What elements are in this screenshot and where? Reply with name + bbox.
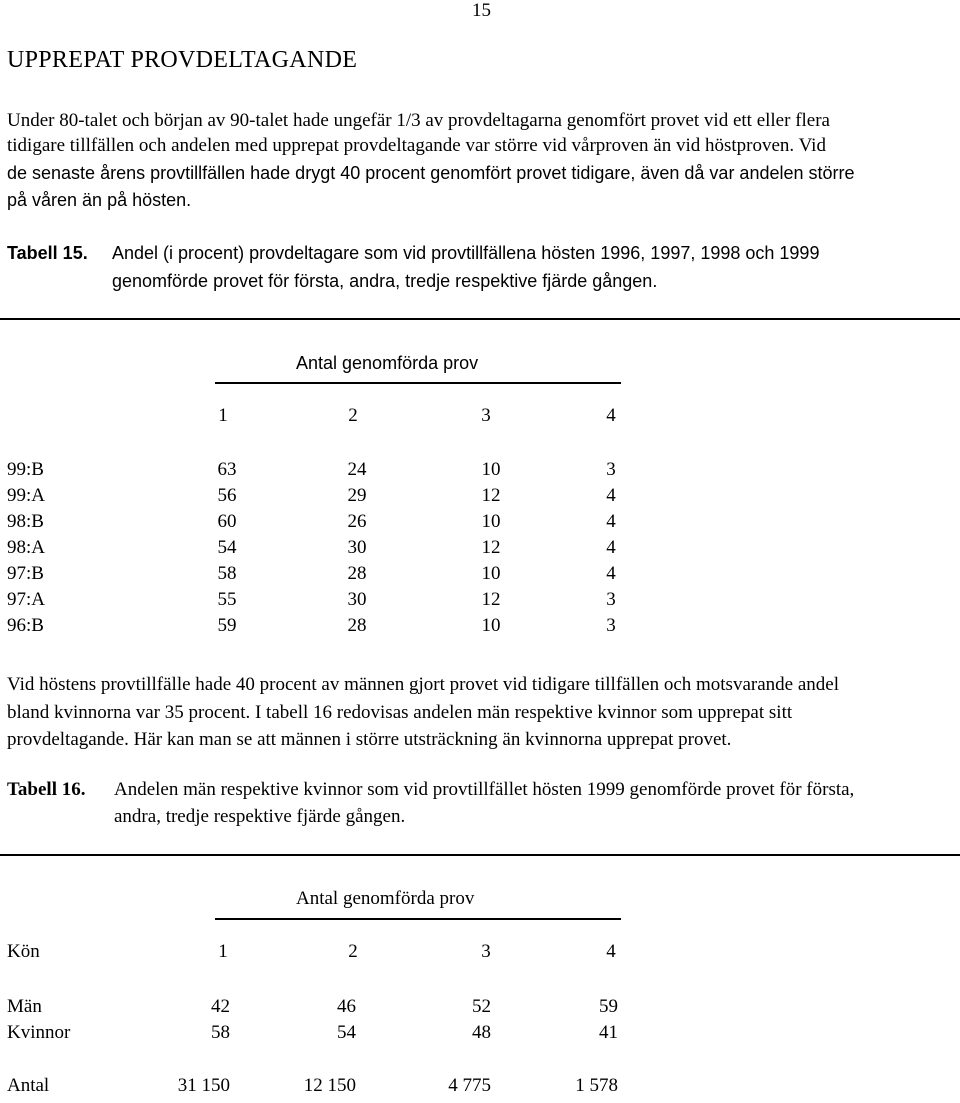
table16-row-header: Kön	[7, 941, 40, 962]
table15-row-label: 98:A	[7, 537, 45, 558]
table16-cell: 54	[337, 1022, 356, 1043]
table16-cell: 58	[211, 1022, 230, 1043]
table15-top-rule	[0, 318, 960, 320]
table15-row-label: 98:B	[7, 511, 44, 532]
intro-line-4: på våren än på hösten.	[7, 190, 192, 210]
table16-cell: 46	[337, 996, 356, 1017]
table15-col-header-2: 2	[348, 405, 358, 426]
table15-cell: 10	[481, 615, 501, 636]
table15-cell: 54	[217, 537, 237, 558]
table15-cell: 4	[606, 537, 616, 558]
table16-total-cell: 4 775	[448, 1075, 491, 1096]
page-number: 15	[472, 0, 491, 21]
table15-cell: 12	[481, 485, 501, 506]
table16-group-rule	[215, 918, 621, 920]
mid-paragraph-line-2: bland kvinnorna var 35 procent. I tabell 16 redovisas andelen män respektive kvinnor som upprepat sitt	[7, 702, 793, 723]
table16-total-cell: 12 150	[303, 1075, 356, 1096]
table15-cell: 3	[606, 459, 616, 480]
table15-label: Tabell 15.	[7, 243, 88, 263]
table15-cell: 12	[481, 537, 501, 558]
table15-row-label: 99:B	[7, 459, 44, 480]
table16-caption-line-1: Andelen män respektive kvinnor som vid provtillfället hösten 1999 genomförde provet för första,	[114, 779, 855, 800]
table15-cell: 28	[347, 615, 367, 636]
table16-cell: 48	[472, 1022, 491, 1043]
intro-line-3: de senaste årens provtillfällen hade drygt 40 procent genomfört provet tidigare, även då var andelen större	[7, 163, 855, 183]
table15-cell: 30	[347, 589, 367, 610]
table15-cell: 28	[347, 563, 367, 584]
mid-paragraph-line-3: provdeltagande. Här kan man se att männen i större utsträckning än kvinnorna upprepat provet.	[7, 729, 732, 750]
table15-group-header: Antal genomförda prov	[296, 353, 479, 373]
table16-total-label: Antal	[7, 1075, 50, 1096]
table16-cell: 42	[211, 996, 230, 1017]
table15-cell: 10	[481, 563, 501, 584]
table16-caption-line-2: andra, tredje respektive fjärde gången.	[114, 806, 406, 827]
table16-row-label: Män	[7, 996, 42, 1017]
table15-cell: 60	[217, 511, 237, 532]
table16-cell: 41	[599, 1022, 618, 1043]
table15-cell: 29	[347, 485, 367, 506]
table15-cell: 12	[481, 589, 501, 610]
table16-cell: 59	[599, 996, 618, 1017]
table16-col-header-4: 4	[606, 941, 616, 962]
table15-cell: 4	[606, 511, 616, 532]
table15-cell: 24	[347, 459, 367, 480]
table16-cell: 52	[472, 996, 491, 1017]
table16-col-header-2: 2	[348, 941, 358, 962]
intro-line-1: Under 80-talet och början av 90-talet hade ungefär 1/3 av provdeltagarna genomfört provet vid ett eller flera	[7, 110, 830, 131]
table15-cell: 3	[606, 589, 616, 610]
table15-caption-line-1: Andel (i procent) provdeltagare som vid provtillfällena hösten 1996, 1997, 1998 och 1999	[112, 243, 820, 263]
table15-group-rule	[215, 382, 621, 384]
table16-row-label: Kvinnor	[7, 1022, 71, 1043]
table16-group-header: Antal genomförda prov	[296, 888, 475, 909]
table15-cell: 10	[481, 459, 501, 480]
table15-col-header-4: 4	[606, 405, 616, 426]
table15-cell: 30	[347, 537, 367, 558]
table15-row-label: 97:A	[7, 589, 45, 610]
table15-cell: 55	[217, 589, 237, 610]
table16-label: Tabell 16.	[7, 779, 86, 800]
table15-row-label: 96:B	[7, 615, 44, 636]
table15-col-header-3: 3	[481, 405, 491, 426]
table15-cell: 63	[217, 459, 237, 480]
table15-row-label: 97:B	[7, 563, 44, 584]
table15-row-label: 99:A	[7, 485, 45, 506]
table15-col-header-1: 1	[218, 405, 228, 426]
table16-top-rule	[0, 854, 960, 856]
table15-caption-line-2: genomförde provet för första, andra, tredje respektive fjärde gången.	[112, 271, 658, 291]
mid-paragraph-line-1: Vid höstens provtillfälle hade 40 procent av männen gjort provet vid tidigare tillfällen och motsvarande andel	[7, 674, 839, 695]
table16-total-cell: 1 578	[575, 1075, 618, 1096]
intro-line-2: tidigare tillfällen och andelen med upprepat provdeltagande var större vid vårproven än vid höstproven. Vid	[7, 135, 826, 156]
table15-cell: 10	[481, 511, 501, 532]
table16-col-header-3: 3	[481, 941, 491, 962]
table16-total-cell: 31 150	[177, 1075, 230, 1096]
table15-cell: 56	[217, 485, 237, 506]
table15-cell: 58	[217, 563, 237, 584]
table15-cell: 4	[606, 485, 616, 506]
table15-cell: 59	[217, 615, 237, 636]
table15-cell: 26	[347, 511, 367, 532]
table16-col-header-1: 1	[218, 941, 228, 962]
section-heading: UPPREPAT PROVDELTAGANDE	[7, 47, 358, 73]
table15-cell: 3	[606, 615, 616, 636]
table15-cell: 4	[606, 563, 616, 584]
